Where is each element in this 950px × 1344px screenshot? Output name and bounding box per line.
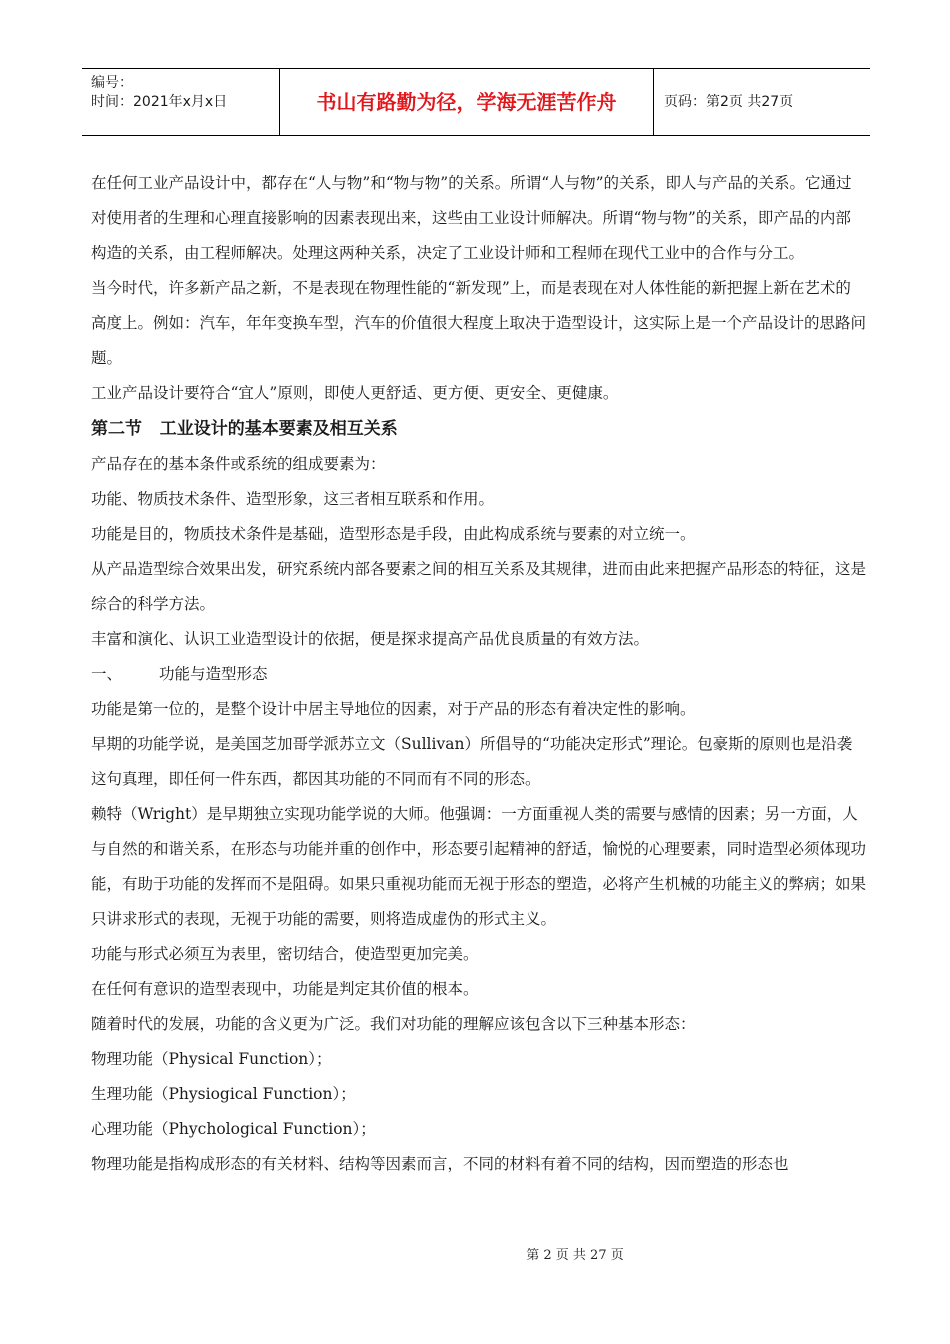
paragraph: 在任何有意识的造型表现中，功能是判定其价值的根本。 <box>91 980 479 998</box>
date-label: 时间：2021年x月x日 <box>91 94 228 110</box>
header-motto: 书山有路勤为径，学海无涯苦作舟 <box>280 69 654 135</box>
list-item-text: 功能与造型形态 <box>159 665 268 683</box>
document-body <box>91 166 866 1182</box>
header-meta <box>82 69 280 135</box>
paragraph: 当今时代，许多新产品之新，不是表现在物理性能的“新发现”上，而是表现在对人体性能的新把握上新在艺术的高度上。例如：汽车，年年变换车型，汽车的价值很大程度上取决于造型设计，这实际上是一个产品设计的思路问题。 <box>91 279 867 367</box>
paragraph: 产品存在的基本条件或系统的组成要素为： <box>91 455 386 473</box>
paragraph: 物理功能是指构成形态的有关材料、结构等因素而言，不同的材料有着不同的结构，因而塑造的形态也 <box>91 1155 789 1173</box>
paragraph: 功能与形式必须互为表里，密切结合，使造型更加完美。 <box>91 945 479 963</box>
paragraph: 心理功能（Phychological Function）； <box>91 1120 376 1138</box>
paragraph: 生理功能（Physiogical Function）； <box>91 1085 356 1103</box>
list-item <box>91 657 866 692</box>
paragraph: 随着时代的发展，功能的含义更为广泛。我们对功能的理解应该包含以下三种基本形态： <box>91 1015 696 1033</box>
paragraph: 工业产品设计要符合“宜人”原则，即使人更舒适、更方便、更安全、更健康。 <box>91 384 619 402</box>
page-footer: 第 2 页 共 27 页 <box>526 1248 624 1263</box>
paragraph: 赖特（Wright）是早期独立实现功能学说的大师。他强调：一方面重视人类的需要与感情的因素；另一方面，人与自然的和谐关系，在形态与功能并重的创作中，形态要引起精神的舒适，愉悦的心理要素，同时造型必须体现功能，有助于功能的发挥而不是阻碍。如果只重视功能而无视于形态的塑造，必将产生机械的功能主义的弊病；如果只讲求形式的表现，无视于功能的需要，则将造成虚伪的形式主义。 <box>91 805 867 928</box>
header-page-info: 页码：第2页 共27页 <box>664 94 794 110</box>
list-item-number: 一、 <box>91 665 123 683</box>
paragraph: 功能、物质技术条件、造型形象，这三者相互联系和作用。 <box>91 490 495 508</box>
paragraph: 物理功能（Physical Function）； <box>91 1050 332 1068</box>
paragraph: 早期的功能学说，是美国芝加哥学派苏立文（Sullivan）所倡导的“功能决定形式”理论。包豪斯的原则也是沿袭这句真理，即任何一件东西，都因其功能的不同而有不同的形态。 <box>91 735 853 788</box>
paragraph: 从产品造型综合效果出发，研究系统内部各要素之间的相互关系及其规律，进而由此来把握产品形态的特征，这是综合的科学方法。 <box>91 560 867 613</box>
page-header <box>82 68 870 136</box>
paragraph: 在任何工业产品设计中，都存在“人与物”和“物与物”的关系。所谓“人与物”的关系，即人与产品的关系。它通过对使用者的生理和心理直接影响的因素表现出来，这些由工业设计师解决。所谓“物与物”的关系，即产品的内部构造的关系，由工程师解决。处理这两种关系，决定了工业设计师和工程师在现代工业中的合作与分工。 <box>91 174 852 262</box>
paragraph: 功能是目的，物质技术条件是基础，造型形态是手段，由此构成系统与要素的对立统一。 <box>91 525 696 543</box>
serial-label: 编号： <box>91 75 133 91</box>
paragraph: 丰富和演化、认识工业造型设计的依据，便是探求提高产品优良质量的有效方法。 <box>91 630 650 648</box>
section-heading: 第二节 工业设计的基本要素及相互关系 <box>91 419 398 439</box>
paragraph: 功能是第一位的，是整个设计中居主导地位的因素，对于产品的形态有着决定性的影响。 <box>91 700 696 718</box>
